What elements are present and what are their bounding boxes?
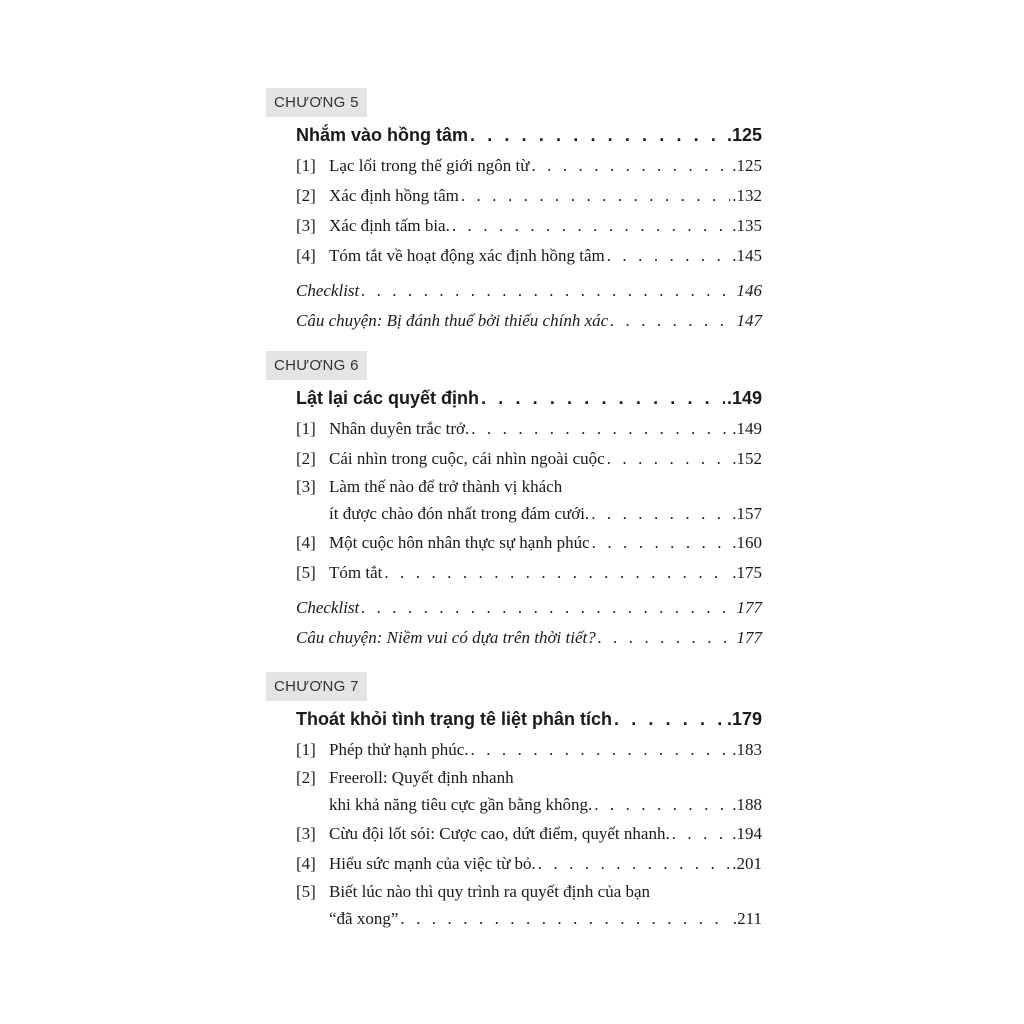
entry-number: [1]: [296, 419, 316, 438]
toc-entry[interactable]: [296, 241, 762, 271]
page-number: .135: [732, 216, 762, 235]
entry-number: [2]: [296, 768, 316, 787]
dot-leader: [591, 500, 730, 528]
page-number: .149: [732, 419, 762, 438]
chapter-title-row[interactable]: [296, 709, 762, 731]
chapter-title: Lật lại các quyết định: [296, 388, 480, 408]
chapter-label: CHƯƠNG 5: [266, 88, 367, 117]
page-number: .125: [732, 156, 762, 175]
dot-leader: [470, 125, 725, 146]
dot-leader: [610, 306, 734, 336]
toc-entry[interactable]: [296, 151, 762, 181]
chapter-label: CHƯƠNG 6: [266, 351, 367, 380]
entry-number: [5]: [296, 882, 316, 901]
entry-number: [1]: [296, 156, 316, 175]
toc-extra-entry[interactable]: [296, 276, 762, 306]
extra-title: Câu chuyện: Bị đánh thuế bởi thiếu chính xác: [296, 311, 609, 330]
page-number: .188: [732, 795, 762, 814]
page-number: .201: [732, 854, 762, 873]
toc-entry[interactable]: [296, 558, 762, 588]
page-number: .132: [732, 186, 762, 205]
extra-title: Câu chuyện: Niềm vui có dựa trên thời tiết?: [296, 628, 596, 647]
entry-title: Biết lúc nào thì quy trình ra quyết định của bạn: [329, 882, 651, 901]
entry-number: [2]: [296, 186, 316, 205]
dot-leader: [471, 414, 730, 444]
chapter-6-section: [266, 351, 766, 653]
chapter-7-section: [266, 672, 766, 933]
page-number: .152: [732, 449, 762, 468]
entry-number: [3]: [296, 477, 316, 496]
toc-entry[interactable]: [296, 181, 762, 211]
page-number: .179: [726, 709, 762, 729]
entry-title: Hiểu sức mạnh của việc từ bỏ.: [329, 854, 536, 873]
dot-leader: [361, 276, 734, 306]
entry-number: [3]: [296, 216, 316, 235]
dot-leader: [672, 819, 731, 849]
page-number: .145: [732, 246, 762, 265]
toc-extra-entry[interactable]: [296, 623, 762, 653]
entry-title: Tóm tắt về hoạt động xác định hồng tâm: [329, 246, 605, 265]
entry-number: [2]: [296, 449, 316, 468]
toc-entry[interactable]: [296, 819, 762, 849]
toc-entry[interactable]: [296, 528, 762, 558]
toc-entry[interactable]: [296, 444, 762, 474]
page-number: 177: [736, 598, 762, 617]
page-number: .157: [732, 504, 762, 523]
toc-entry[interactable]: [296, 849, 762, 879]
entry-title: Cừu đội lốt sói: Cược cao, dứt điểm, quyết nhanh.: [329, 824, 670, 843]
chapter-title-row[interactable]: [296, 388, 762, 410]
toc-entry[interactable]: [296, 735, 762, 765]
entry-number: [1]: [296, 740, 316, 759]
chapter-title: Thoát khỏi tình trạng tê liệt phân tích: [296, 709, 612, 729]
toc-entry[interactable]: [296, 474, 762, 528]
extra-title: Checklist: [296, 281, 360, 300]
dot-leader: [384, 558, 730, 588]
toc-entry[interactable]: [296, 211, 762, 241]
page-number: .211: [732, 909, 762, 928]
dot-leader: [400, 905, 730, 933]
dot-leader: [461, 181, 730, 211]
dot-leader: [531, 151, 730, 181]
page-number: .160: [732, 533, 762, 552]
entry-title: Một cuộc hôn nhân thực sự hạnh phúc: [329, 533, 590, 552]
page-number: .183: [732, 740, 762, 759]
dot-leader: [614, 709, 725, 730]
page-number: .149: [726, 388, 762, 408]
page-number: .125: [726, 125, 762, 145]
toc-entry[interactable]: [296, 414, 762, 444]
page-number: 146: [736, 281, 762, 300]
entry-number: [5]: [296, 563, 316, 582]
entry-number: [4]: [296, 854, 316, 873]
chapter-label: CHƯƠNG 7: [266, 672, 367, 701]
page-number: .175: [732, 563, 762, 582]
entry-number: [4]: [296, 246, 316, 265]
toc-entry[interactable]: [296, 765, 762, 819]
entry-title: Freeroll: Quyết định nhanh: [329, 768, 514, 787]
entry-title: Cái nhìn trong cuộc, cái nhìn ngoài cuộc: [329, 449, 605, 468]
toc-extra-entry[interactable]: [296, 593, 762, 623]
page-number: .194: [732, 824, 762, 843]
entry-title-continued: ít được chào đón nhất trong đám cưới.: [329, 504, 590, 523]
dot-leader: [481, 388, 725, 409]
chapter-title-row[interactable]: [296, 125, 762, 147]
dot-leader: [594, 791, 730, 819]
entry-title: Tóm tắt: [329, 563, 383, 582]
entry-title: Làm thế nào để trở thành vị khách: [329, 477, 563, 496]
extra-title: Checklist: [296, 598, 360, 617]
entry-title: Xác định tấm bia.: [329, 216, 450, 235]
entry-title: Nhân duyên trắc trở.: [329, 419, 470, 438]
entry-title: Xác định hồng tâm: [329, 186, 459, 205]
toc-extra-entry[interactable]: [296, 306, 762, 336]
entry-title: Lạc lối trong thế giới ngôn từ: [329, 156, 530, 175]
page-number: 177: [736, 628, 762, 647]
dot-leader: [538, 849, 730, 879]
chapter-5-section: [266, 88, 766, 336]
dot-leader: [471, 735, 731, 765]
dot-leader: [607, 241, 731, 271]
toc-entry[interactable]: [296, 879, 762, 933]
dot-leader: [607, 444, 731, 474]
dot-leader: [452, 211, 730, 241]
dot-leader: [361, 593, 734, 623]
dot-leader: [598, 623, 735, 653]
entry-number: [4]: [296, 533, 316, 552]
chapter-title: Nhắm vào hồng tâm: [296, 125, 469, 145]
entry-number: [3]: [296, 824, 316, 843]
entry-title-continued: khi khả năng tiêu cực gần bằng không.: [329, 795, 593, 814]
entry-title-continued: “đã xong”: [329, 909, 399, 928]
page-number: 147: [736, 311, 762, 330]
entry-title: Phép thử hạnh phúc.: [329, 740, 469, 759]
dot-leader: [592, 528, 731, 558]
